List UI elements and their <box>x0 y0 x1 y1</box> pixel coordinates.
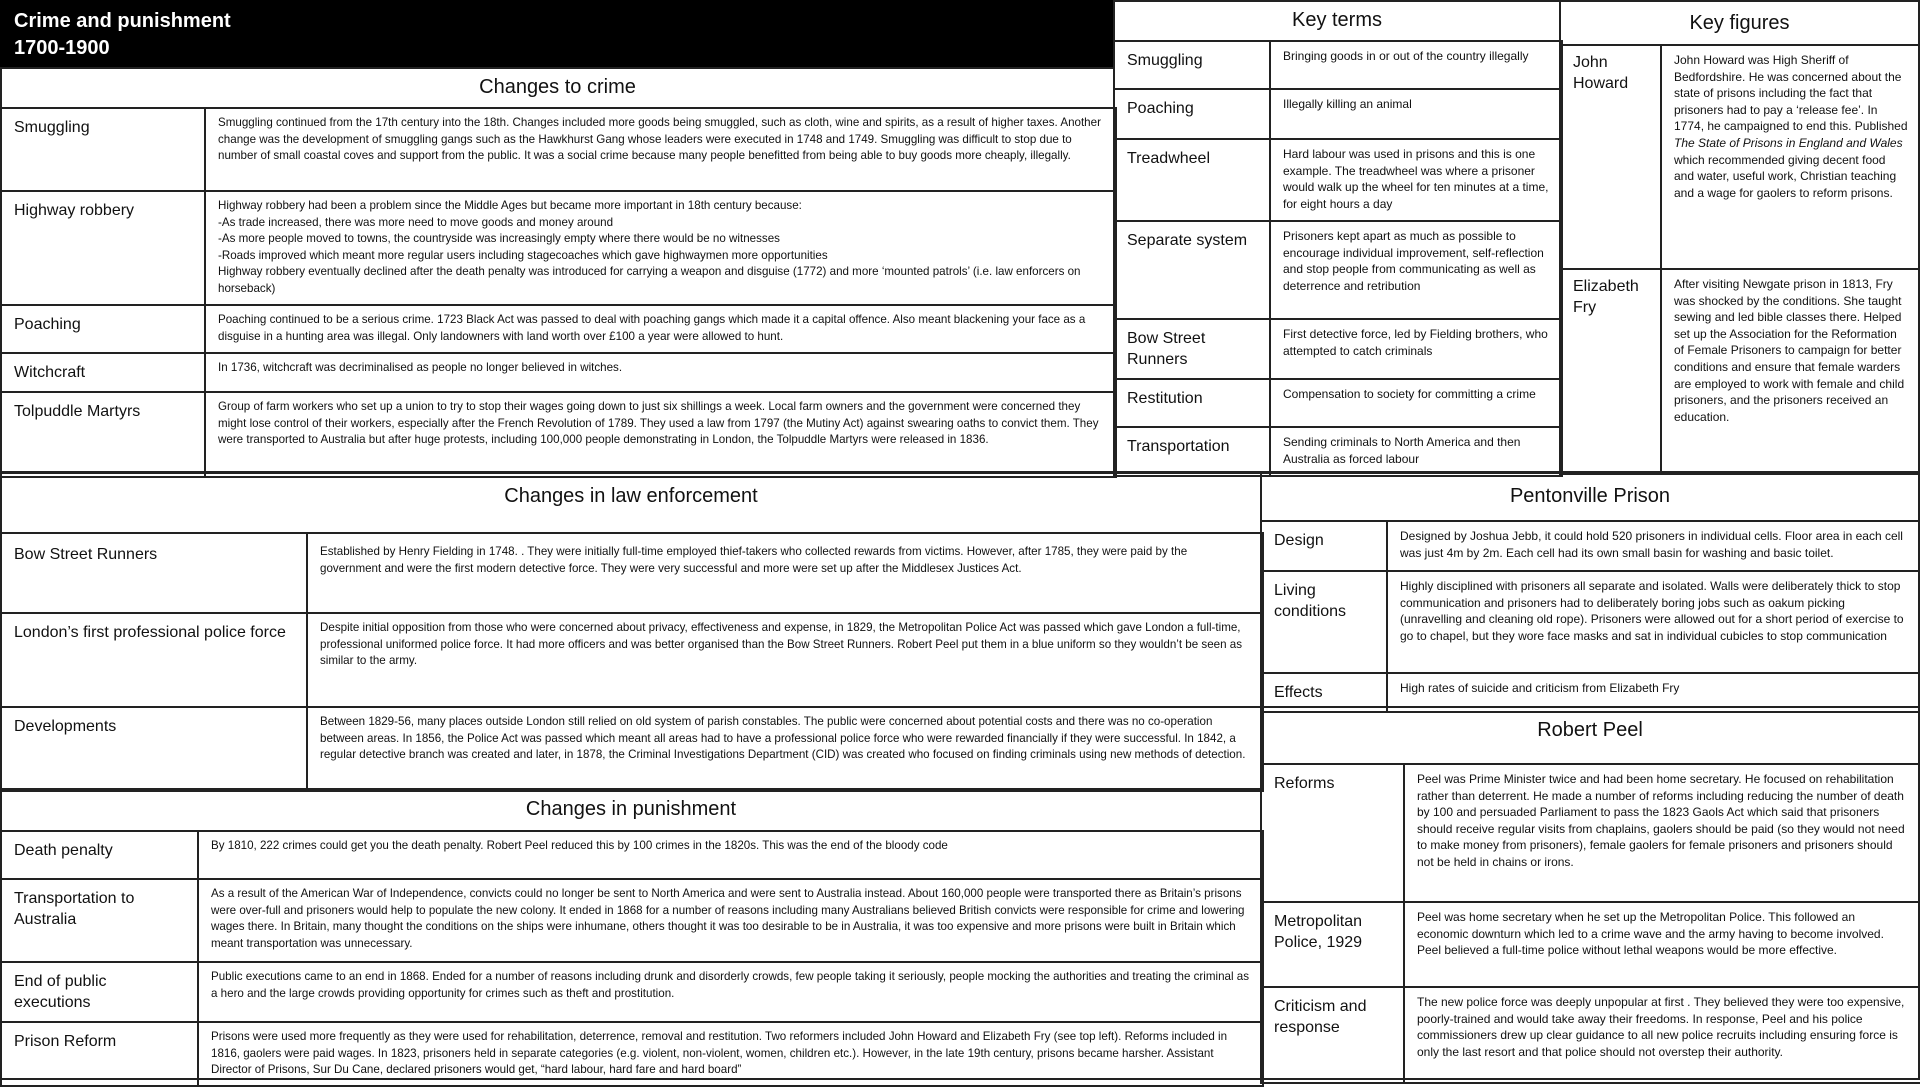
table-row <box>1 831 1263 879</box>
table-row <box>1261 902 1920 987</box>
term-label: Transportation <box>1114 427 1270 476</box>
row-text: Prisons were used more frequently as they were used for rehabilitation, deterrence, removal and restitution. Two reformers included John Howard and Elizabeth Fry (see top left). Reforms included in 1816, gaolers were paid wages. In 1823, prisoners held in separate categories (e.g. violent, non-violent, women, children etc.). However, in the late 19th century, prisons became harsher. Assistant Director of Prisons, Sur Du Cane, declared prisoners would get, “hard labour, hard fare and hard board” <box>198 1022 1263 1086</box>
table-row <box>1114 427 1562 476</box>
term-definition: Illegally killing an animal <box>1270 89 1562 139</box>
changes-to-crime-section <box>0 67 1115 473</box>
key-figures-section <box>1559 0 1920 473</box>
table-row <box>1 305 1116 353</box>
row-label: Effects <box>1261 673 1387 712</box>
table-row <box>1 191 1116 305</box>
key-figures-heading: Key figures <box>1689 12 1790 34</box>
row-text: Designed by Joshua Jebb, it could hold 520 prisoners in individual cells. Floor area in each cell was just 4m by 2m. Each cell had its own small basin for washing and basic toilet. <box>1387 521 1920 571</box>
figure-description <box>1661 45 1920 269</box>
row-label: Tolpuddle Martyrs <box>1 392 205 477</box>
punishment-heading: Changes in punishment <box>525 798 737 820</box>
table-row <box>1 533 1263 613</box>
robert-peel-section <box>1260 706 1920 1080</box>
row-text: Highly disciplined with prisoners all separate and isolated. Walls were deliberately thick to stop communication and prisoners had to deliberately boring jobs such as oakum picking (unravelling and cleaning old rope). Prisoners were allowed out for a short period of exercise to go to chapel, but they wore face masks and sat in individual cubicles to stop communication <box>1387 571 1920 673</box>
row-label: End of public executions <box>1 962 198 1022</box>
howard-text-1: John Howard was High Sheriff of Bedfordshire. He was concerned about the state of prisons including the fact that prisoners had to pay a ‘release fee’. In 1774, he campaigned to end this. Published <box>1674 53 1908 134</box>
row-text: High rates of suicide and criticism from Elizabeth Fry <box>1387 673 1920 712</box>
row-label: Witchcraft <box>1 353 205 392</box>
law-enforcement-section <box>0 472 1262 790</box>
table-row <box>1 392 1116 477</box>
key-figures-table <box>1559 44 1920 475</box>
term-label: Restitution <box>1114 379 1270 427</box>
row-text: By 1810, 222 crimes could get you the death penalty. Robert Peel reduced this by 100 crimes in the 1820s. This was the end of the bloody code <box>198 831 1263 879</box>
term-label: Poaching <box>1114 89 1270 139</box>
figure-description: After visiting Newgate prison in 1813, Fry was shocked by the conditions. She taught sewing and led bible classes there. Helped set up the Association for the Reformation of Female Prisoners to campaign for better conditions and ensure that female warders are employed to work with female and child prisoners, and the prisoners received an education. <box>1661 269 1920 474</box>
term-label: Treadwheel <box>1114 139 1270 221</box>
table-row <box>1114 319 1562 379</box>
row-label: Smuggling <box>1 108 205 191</box>
table-row <box>1114 221 1562 319</box>
table-row <box>1 962 1263 1022</box>
table-row <box>1261 987 1920 1083</box>
figure-name: Elizabeth Fry <box>1560 269 1661 474</box>
page-title <box>0 0 1115 68</box>
key-terms-section <box>1113 0 1561 473</box>
row-text: Poaching continued to be a serious crime. 1723 Black Act was passed to deal with poaching gangs which made it a capital offence. Also meant blackening your face as a disguise in a hunting area was illegal. Only landowners with land worth over £100 a year were allowed to hunt. <box>205 305 1116 353</box>
howard-book-title: The State of Prisons in England and Wales <box>1674 135 1903 150</box>
pentonville-section <box>1260 472 1920 708</box>
row-label: Metropolitan Police, 1929 <box>1261 902 1404 987</box>
row-label: Developments <box>1 707 307 791</box>
row-text: Public executions came to an end in 1868. Ended for a number of reasons including drunk and disorderly crowds, few people taking it seriously, people mocking the authorities and treating the criminal as a hero and the large crowds providing opportunity for crimes such as theft and prostitution. <box>198 962 1263 1022</box>
table-row <box>1114 89 1562 139</box>
row-text: Highway robbery had been a problem since the Middle Ages but became more important in 18th century because: -As trade increased, there was more need to move goods and money around -As more people moved to towns, the countryside was increasingly empty where there would be no witnesses -Roads improved which meant more regular users including stagecoaches which gave highwaymen more opportunities Highway robbery eventually declined after the death penalty was introduced for carrying a weapon and disguise (1772) and more ‘mounted patrols’ (i.e. law enforcers on horseback) <box>205 191 1116 305</box>
row-text: Peel was home secretary when he set up the Metropolitan Police. This followed an economic downturn which led to a crime wave and the army having to become involved. Peel believed a full-time police without lethal weapons would be more effective. <box>1404 902 1920 987</box>
row-text: Peel was Prime Minister twice and had been home secretary. He focused on rehabilitation rather than deterrent. He made a number of reforms including reducing the number of death by 100 and persuaded Parliament to pass the 1823 Gaols Act which said that prisoners should receive regular visits from chaplains, gaolers should be paid (so they would not need to make money from prisoners), female gaolers for female prisoners and prisoners should not be held in chains or irons. <box>1404 764 1920 902</box>
row-label: Death penalty <box>1 831 198 879</box>
term-definition: Sending criminals to North America and then Australia as forced labour <box>1270 427 1562 476</box>
table-row <box>1 613 1263 707</box>
pentonville-heading: Pentonville Prison <box>1509 485 1671 507</box>
term-label: Bow Street Runners <box>1114 319 1270 379</box>
table-row <box>1560 45 1920 269</box>
row-text: Between 1829-56, many places outside London still relied on old system of parish constables. The public were concerned about potential costs and there was no co-operation between areas. In 1856, the Police Act was passed which meant all areas had to have a professional police force who were rewarded financially if they were successful. In 1842, a regular detective branch was created and later, in 1878, the Criminal Investigations Department (CID) was created who focused on finding criminals using new methods of detection. <box>307 707 1263 791</box>
row-text <box>205 108 1116 191</box>
term-label: Separate system <box>1114 221 1270 319</box>
term-definition: Prisoners kept apart as much as possible to encourage individual improvement, self-reflection and stop people from communicating as well as deterrence and retribution <box>1270 221 1562 319</box>
row-label: Design <box>1261 521 1387 571</box>
row-text: Group of farm workers who set up a union to try to stop their wages going down to just six shillings a week. Local farm owners and the government were concerned they might lose control of their workers, especially after the French Revolution of 1789. They used a law from 1797 (the Mutiny Act) against swearing oaths to convict them. They were transported to Australia but after huge protests, including 100,000 people demonstrating in London, the Tolpuddle Martyrs were released in 1836. <box>205 392 1116 477</box>
row-label: Prison Reform <box>1 1022 198 1086</box>
figure-name: John Howard <box>1560 45 1661 269</box>
term-definition: Hard labour was used in prisons and this is one example. The treadwheel was where a prisoner would walk up the wheel for ten minutes at a time, for eight hours a day <box>1270 139 1562 221</box>
law-enforcement-table <box>0 532 1264 792</box>
robert-peel-table <box>1260 763 1920 1084</box>
changes-to-crime-heading: Changes to crime <box>479 76 636 98</box>
table-row <box>1 879 1263 962</box>
table-row <box>1261 521 1920 571</box>
row-label: Living conditions <box>1261 571 1387 673</box>
row-text: The new police force was deeply unpopular at first . They believed they were too expensive, poorly-trained and would take away their freedoms. In response, Peel and his police commissioners drew up clear guidance to all new police recruits including ensuring force is only the last resort and that police should not overstep their authority. <box>1404 987 1920 1083</box>
row-label: Poaching <box>1 305 205 353</box>
table-row <box>1560 269 1920 474</box>
law-enforcement-heading: Changes in law enforcement <box>504 485 758 507</box>
row-label: Bow Street Runners <box>1 533 307 613</box>
smuggling-text: Smuggling continued from the 17th century into the 18th. Changes included more goods being smuggled, such as cloth, wine and spirits, as a result of higher taxes. Another change was the development of smuggling gangs such as the Hawkhurst Gang whose leaders were executed in 1748 and 1749. Smuggling was difficult to stop due to number of small coastal coves and support from the public. It was a social crime because many people benefitted from being able to buy goods more cheaply, illegally. <box>218 116 1101 162</box>
table-row <box>1114 41 1562 89</box>
table-row <box>1 353 1116 392</box>
row-label: Transportation to Australia <box>1 879 198 962</box>
table-row <box>1 1022 1263 1086</box>
title-line-1: Crime and punishment <box>14 10 231 32</box>
row-text: In 1736, witchcraft was decriminalised as people no longer believed in witches. <box>205 353 1116 392</box>
table-row <box>1 108 1116 191</box>
term-definition: Bringing goods in or out of the country illegally <box>1270 41 1562 89</box>
punishment-table <box>0 830 1264 1087</box>
punishment-section <box>0 788 1262 1080</box>
term-definition: First detective force, led by Fielding brothers, who attempted to catch criminals <box>1270 319 1562 379</box>
key-terms-heading: Key terms <box>1291 9 1383 31</box>
table-row <box>1114 139 1562 221</box>
row-label: London’s first professional police force <box>1 613 307 707</box>
row-label: Highway robbery <box>1 191 205 305</box>
table-row <box>1 707 1263 791</box>
robert-peel-heading: Robert Peel <box>1537 719 1643 741</box>
row-label: Reforms <box>1261 764 1404 902</box>
row-text: As a result of the American War of Independence, convicts could no longer be sent to North America and were sent to Australia instead. About 160,000 people were transported there as Britain’s prisons were over-full and prisoners would help to populate the new colony. It ended in 1868 for a number of reasons including many Australians believed British convicts were responsible for crime and lowering wages there. In Britain, many thought the conditions on the ships were inhumane, others thought it was too desirable to be in Australia, it was too expensive and more prisons were built in Britain which meant transportation was unnecessary. <box>198 879 1263 962</box>
changes-to-crime-table <box>0 107 1117 478</box>
title-line-2: 1700-1900 <box>14 37 110 59</box>
table-row <box>1261 571 1920 673</box>
table-row <box>1114 379 1562 427</box>
term-definition: Compensation to society for committing a crime <box>1270 379 1562 427</box>
howard-text-2: which recommended giving decent food and water, useful work, Christian teaching and a wage for gaolers to reform prisons. <box>1674 152 1897 200</box>
row-label: Criticism and response <box>1261 987 1404 1083</box>
table-row <box>1261 764 1920 902</box>
row-text: Despite initial opposition from those who were concerned about privacy, effectiveness and expense, in 1829, the Metropolitan Police Act was passed which gave London a full-time, professional uniformed police force. It had more officers and was better organised than the Bow Street Runners. Robert Peel put them in a blue uniform so they wouldn’t be seen as similar to the army. <box>307 613 1263 707</box>
row-text: Established by Henry Fielding in 1748. . They were initially full-time employed thief-takers who collected rewards from victims. However, after 1785, they were paid by the government and were the first modern detective force. They were very successful and more were set up after the Middlesex Justices Act. <box>307 533 1263 613</box>
key-terms-table <box>1113 40 1563 477</box>
pentonville-table <box>1260 520 1920 713</box>
term-label: Smuggling <box>1114 41 1270 89</box>
